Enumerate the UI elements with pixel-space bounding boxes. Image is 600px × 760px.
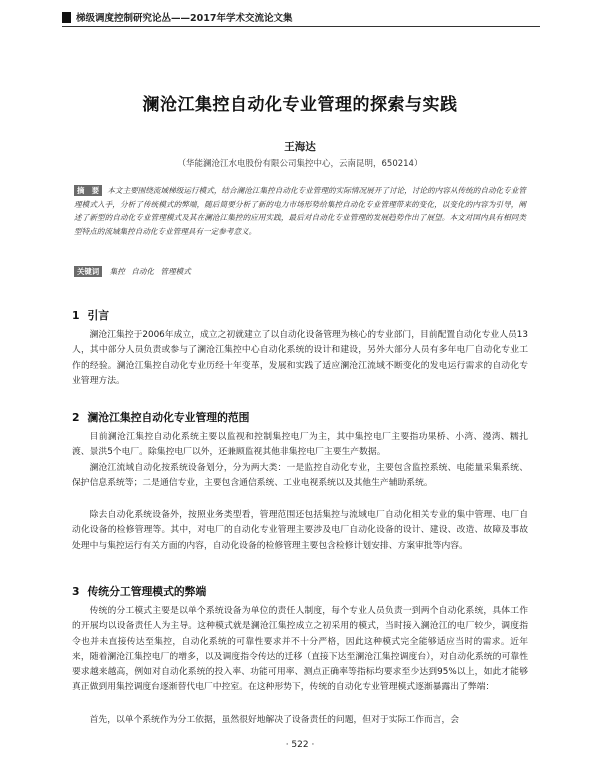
- page-number: · 522 ·: [285, 740, 315, 750]
- paragraph: 目前澜沧江集控自动化系统主要以监视和控制集控电厂为主，其中集控电厂主要指功果桥、小湾、漫湾、糯扎渡、景洪5个电厂。除集控电厂以外，还兼顾监视其他非集控电厂主要生产数据。: [72, 432, 528, 458]
- abstract: [74, 184, 526, 238]
- section-heading-1: [72, 308, 109, 323]
- abstract-label: 摘 要: [74, 185, 102, 196]
- keywords: [74, 265, 526, 278]
- author-name: 王海达: [284, 141, 316, 153]
- section-title: 传统分工管理模式的弊端: [87, 585, 207, 598]
- keyword-item: 集控: [109, 267, 125, 276]
- running-title: 梯级调度控制研究论丛——2017年学术交流论文集: [76, 13, 293, 24]
- section-heading-3: [72, 584, 206, 599]
- running-header: [62, 10, 542, 24]
- paper-title: 澜沧江集控自动化专业管理的探索与实践: [142, 95, 458, 115]
- header-rule: [62, 26, 540, 27]
- section-title: 引言: [87, 309, 110, 322]
- section-heading-2: [72, 410, 249, 425]
- section-number: 2: [72, 411, 80, 424]
- section-number: 3: [72, 585, 80, 598]
- keywords-label: 关键词: [74, 266, 102, 277]
- paragraph: 除去自动化系统设备外，按照业务类型看，管理范围还包括集控与流域电厂自动化相关专业的集中管理、电厂自动化设备的检修管理等。其中，对电厂的自动化专业管理主要涉及电厂自动化设备的设计、建设、改造、故障及事故处理中与集控运行有关方面的内容，自动化设备的检修管理主要包含检修计划安排、方案审批等内容。: [72, 510, 528, 551]
- header-block-mark: [62, 12, 71, 23]
- keyword-item: 自动化: [131, 267, 154, 276]
- paragraph: 传统的分工模式主要是以单个系统设备为单位的责任人制度，每个专业人员负责一到两个自动化系统，具体工作的开展均以设备责任人为主导。这种模式就是澜沧江集控成立之初采用的模式，当时接入澜沧江的电厂较少，调度指令也并未直接传达至集控，自动化系统的可靠性要求并不十分严格，因此这种模式完全能够适应当时的需求。近年来，随着澜沧江集控电厂的增多，以及调度指令传达的迁移（直接下达至澜沧江集控调度台），对自动化系统的可靠性要求越来越高，例如对自动化系统的投入率、功能可用率、测点正确率等指标均要求至少达到95%以上，如此才能够真正做到用集控调度台逐渐替代电厂中控室。在这种形势下，传统的自动化专业管理模式逐渐暴露出了弊端：: [72, 606, 528, 693]
- section-number: 1: [72, 309, 80, 322]
- paragraph: 首先，以单个系统作为分工依据，虽然很好地解决了设备责任的问题，但对于实际工作而言，会: [89, 715, 460, 725]
- abstract-text: 本文主要围绕流域梯级运行模式，结合澜沧江集控自动化专业管理的实际情况展开了讨论，讨论的内容从传统的自动化专业管理模式入手，分析了传统模式的弊端，随后简要分析了新的电力市场形势给集控自动化专业管理带来的变化，以变化的内容为引导，阐述了新型的自动化专业管理模式及其在澜沧江集控的应用实践，最后对自动化专业管理的发展趋势作出了展望。本文对国内具有相同类型特点的流域集控自动化专业管理具有一定参考意义。: [74, 186, 526, 236]
- author-affiliation: （华能澜沧江水电股份有限公司集控中心，云南昆明，650214）: [177, 159, 423, 169]
- keyword-item: 管理模式: [160, 267, 191, 276]
- section-title: 澜沧江集控自动化专业管理的范围: [87, 411, 250, 424]
- paragraph: 澜沧江流域自动化按系统设备划分，分为两大类：一是监控自动化专业，主要包含监控系统、电能量采集系统、保护信息系统等；二是通信专业，主要包含通信系统、工业电视系统以及其他生产辅助系统。: [72, 463, 528, 489]
- paragraph: 澜沧江集控于2006年成立，成立之初就建立了以自动化设备管理为核心的专业部门，目前配置自动化专业人员13人，其中部分人员负责或参与了澜沧江集控中心自动化系统的设计和建设，另外大部分人员有多年电厂自动化专业工作的经验。澜沧江集控自动化专业历经十年变革，发展和实践了适应澜沧江流域不断变化的发电运行需求的自动化专业管理方法。: [72, 330, 528, 386]
